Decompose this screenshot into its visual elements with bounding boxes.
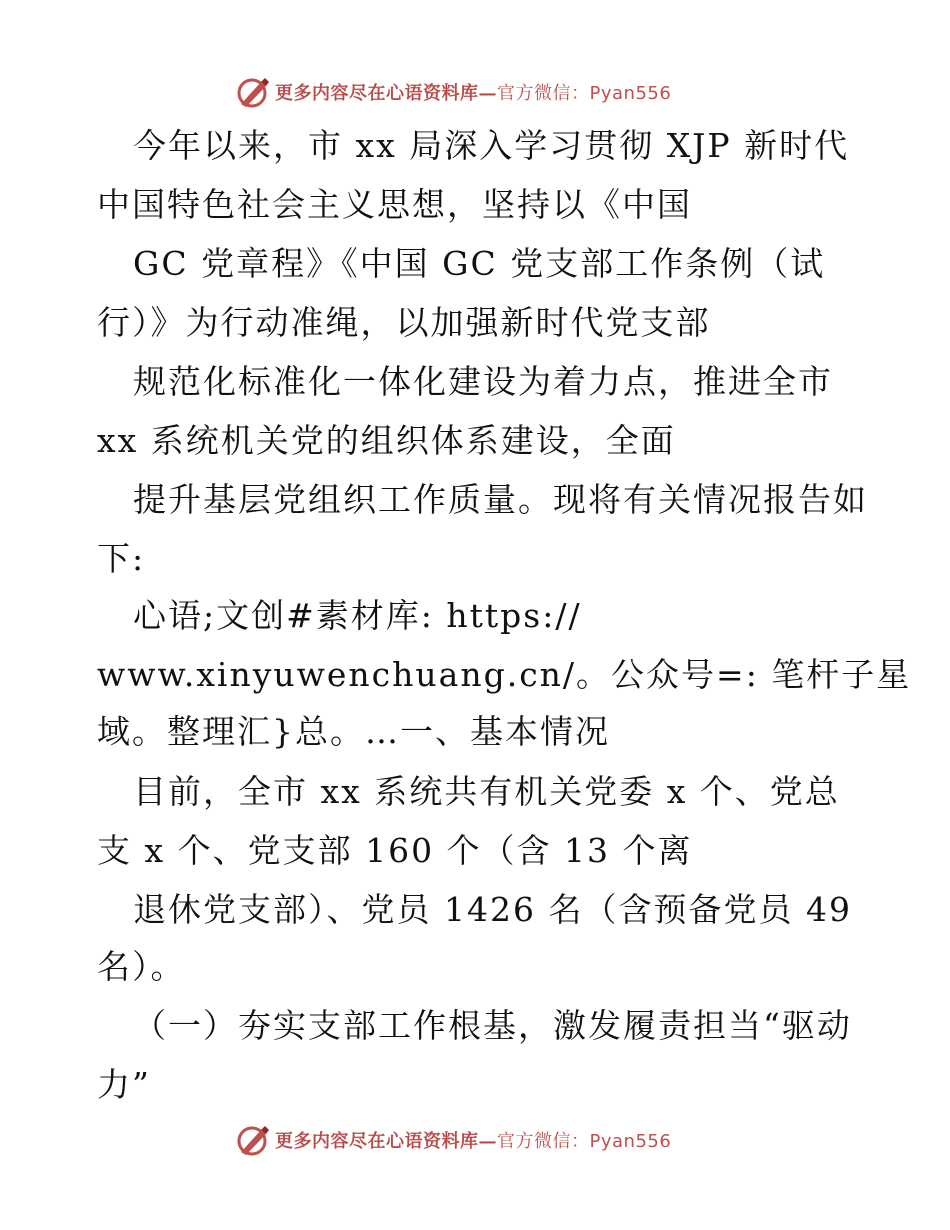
subsection-heading-line: （一）夯实支部工作根基，激发履责担当“驱动 — [133, 1006, 852, 1045]
body-line: 行）》为行动准绳，以加强新时代党支部 — [97, 303, 711, 342]
body-line: 中国特色社会主义思想，坚持以《中国 — [97, 185, 692, 224]
header-banner — [235, 72, 671, 112]
section-heading-line: 域。整理汇}总。…一、基本情况 — [97, 712, 610, 751]
body-line: 名）。 — [97, 947, 186, 986]
footer-slogan: 更多内容尽在心语资料库— — [275, 1131, 497, 1152]
subsection-heading-line: 力” — [97, 1065, 151, 1104]
body-line: 心语;文创#素材库: https:// — [133, 596, 582, 635]
pen-globe-logo-icon — [235, 74, 271, 110]
header-wechat: 官方微信：Pyan556 — [497, 83, 672, 104]
body-line: xx 系统机关党的组织体系建设，全面 — [97, 421, 676, 460]
body-line: 下: — [97, 539, 146, 578]
footer-wechat: 官方微信：Pyan556 — [497, 1131, 672, 1152]
body-line: 支 x 个、党支部 160 个（含 13 个离 — [97, 831, 693, 870]
body-line: 规范化标准化一体化建设为着力点，推进全市 — [133, 362, 833, 401]
pen-globe-logo-icon — [235, 1122, 271, 1158]
body-line: 目前，全市 xx 系统共有机关党委 x 个、党总 — [133, 772, 840, 811]
body-line: 退休党支部）、党员 1426 名（含预备党员 49 — [133, 890, 852, 929]
header-slogan: 更多内容尽在心语资料库— — [275, 83, 497, 104]
body-line: 提升基层党组织工作质量。现将有关情况报告如 — [133, 480, 868, 519]
body-line: GC 党章程》《中国 GC 党支部工作条例（试 — [133, 244, 826, 283]
body-line: www.xinyuwenchuang.cn/。公众号=: 笔杆子星 — [97, 655, 912, 694]
body-line: 今年以来，市 xx 局深入学习贯彻 XJP 新时代 — [133, 126, 850, 165]
footer-banner — [235, 1120, 671, 1160]
